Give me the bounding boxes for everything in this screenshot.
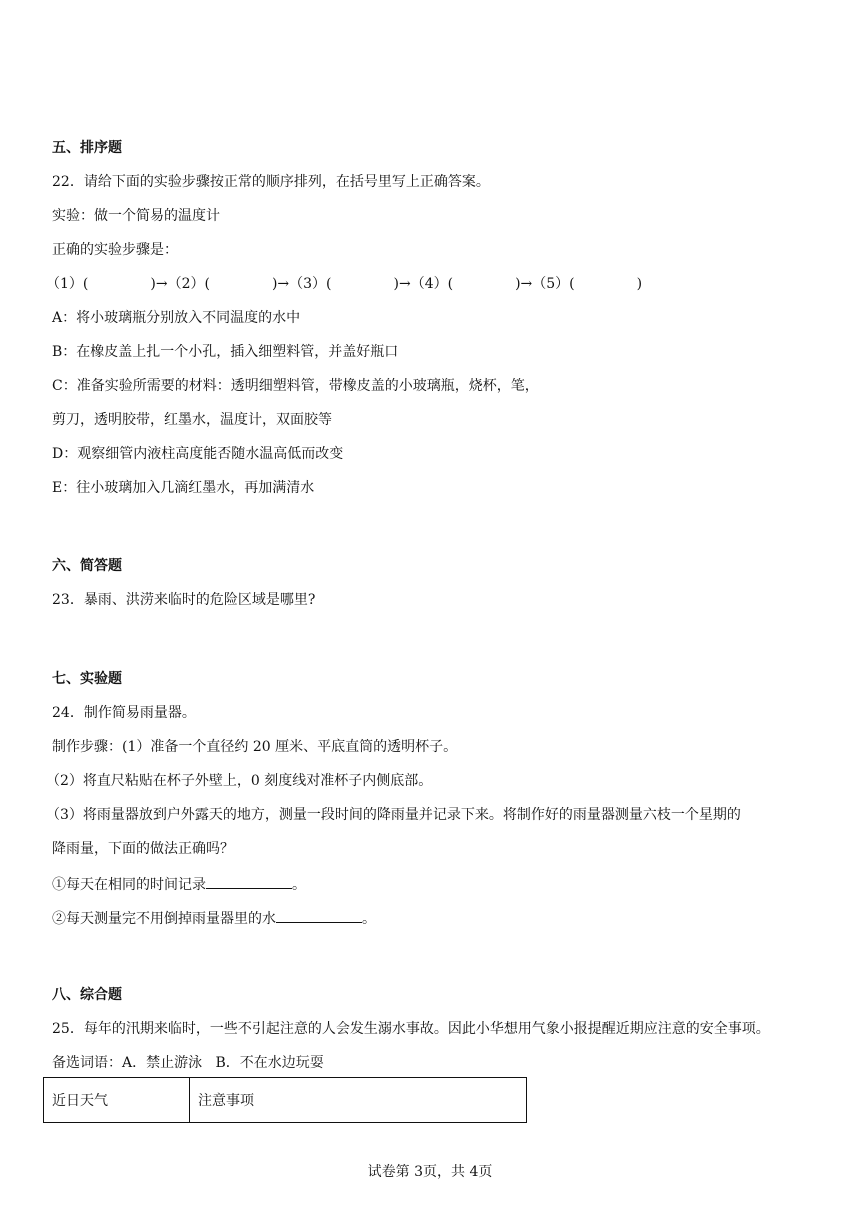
order-slot-2: )→（2）( <box>150 276 210 292</box>
question-22: 22．请给下面的实验步骤按正常的顺序排列，在括号里写上正确答案。 <box>52 174 490 190</box>
table-header-weather: 近日天气 <box>44 1078 190 1123</box>
word-choices: 备选词语：A．禁止游泳 B．不在水边玩耍 <box>52 1055 324 1071</box>
option-e: E：往小玻璃加入几滴红墨水，再加满清水 <box>52 480 315 496</box>
option-c-continued: 剪刀，透明胶带，红墨水，温度计，双面胶等 <box>52 412 332 428</box>
step-1: 制作步骤：(1）准备一个直径约 20 厘米、平底直筒的透明杯子。 <box>52 739 458 755</box>
page-footer: 试卷第 3页，共 4页 <box>367 1164 493 1180</box>
question-24: 24．制作简易雨量器。 <box>52 705 196 721</box>
answer-blank-2[interactable] <box>276 907 362 923</box>
weather-table <box>43 1077 527 1123</box>
question-25: 25．每年的汛期来临时，一些不引起注意的人会发生溺水事故。因此小华想用气象小报提醒近期应注意的安全事项。 <box>52 1021 770 1037</box>
table-header-notes: 注意事项 <box>190 1078 527 1123</box>
option-b: B：在橡皮盖上扎一个小孔，插入细塑料管，并盖好瓶口 <box>52 344 399 360</box>
order-slot-5: )→（5）( <box>515 276 575 292</box>
table-row <box>44 1078 527 1123</box>
steps-label: 正确的实验步骤是： <box>52 242 178 258</box>
option-c: C：准备实验所需要的材料：透明细塑料管，带橡皮盖的小玻璃瓶，烧杯，笔， <box>52 378 539 394</box>
option-d: D：观察细管内液柱高度能否随水温高低而改变 <box>52 446 344 462</box>
option-a: A：将小玻璃瓶分别放入不同温度的水中 <box>52 310 301 326</box>
section-6-heading: 六、简答题 <box>52 558 122 574</box>
question-23: 23．暴雨、洪涝来临时的危险区域是哪里? <box>52 592 316 608</box>
section-8-heading: 八、综合题 <box>52 987 122 1003</box>
judgement-item-1: ①每天在相同的时间记录 。 <box>52 873 306 895</box>
order-slot-1: （1）( <box>46 276 89 292</box>
step-2: （2）将直尺粘贴在杯子外壁上，0 刻度线对准杯子内侧底部。 <box>46 773 433 789</box>
experiment-title: 实验：做一个简易的温度计 <box>52 208 220 224</box>
answer-blank-1[interactable] <box>206 873 292 889</box>
order-slot-close: ) <box>636 276 643 292</box>
section-7-heading: 七、实验题 <box>52 671 122 687</box>
order-slot-4: )→（4）( <box>393 276 454 292</box>
step-3-continued: 降雨量，下面的做法正确吗？ <box>52 841 234 857</box>
section-5-heading: 五、排序题 <box>52 140 122 156</box>
judgement-item-2: ②每天测量完不用倒掉雨量器里的水 。 <box>52 907 376 929</box>
order-answer-row <box>46 274 642 294</box>
step-3: （3）将雨量器放到户外露天的地方，测量一段时间的降雨量并记录下来。将制作好的雨量器测量六枝一个星期的 <box>46 807 741 823</box>
order-slot-3: )→（3）( <box>271 276 332 292</box>
